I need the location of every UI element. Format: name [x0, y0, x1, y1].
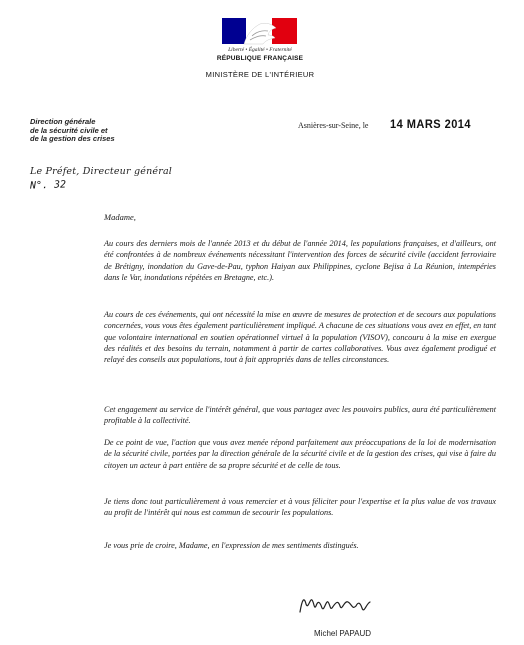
flag-red-band — [272, 18, 297, 44]
sender-line-3: de la gestion des crises — [30, 134, 115, 143]
republic-name: RÉPUBLIQUE FRANÇAISE — [216, 55, 304, 62]
ministry-name: MINISTÈRE DE L'INTÉRIEUR — [205, 70, 315, 79]
reference-number: N°. 32 — [29, 179, 67, 192]
sender-line-1: Direction générale — [30, 117, 96, 126]
sender-line-2: de la sécurité civile et — [30, 125, 108, 135]
handwritten-signature — [296, 590, 376, 618]
paragraph-3: Cet engagement au service de l'intérêt général, que vous partagez avec les pouvoirs publics, aura été particulièrement profitable à la collectivité. — [104, 405, 496, 426]
paragraph-1: Au cours des derniers mois de l'année 2013 et du début de l'année 2014, les populations françaises, et d'ailleurs, ont été confrontées à de nombreux événements nécessitant l'intervention des forces de sécurité civile (accident ferroviaire de Brétigny, inondation du Gave-de-Pau, typhon Haiyan aux Philippines, cyclone Bejisa à La Réunion, intempéries dans le Var, inondations répétées en Bretagne, etc.). — [104, 239, 496, 282]
salutation: Madame, — [104, 212, 136, 222]
paragraph-4: De ce point de vue, l'action que vous avez menée répond parfaitement aux préoccupations de la loi de modernisation de la sécurité civile, portées par la direction générale de la sécurité civile et de la gestion des crises, qui vise à faire du citoyen un acteur à part entière de sa propre sécurité et de celle de tous. — [104, 438, 496, 470]
date-stamp: 14 MARS 2014 — [390, 117, 472, 131]
date-place: Asnières-sur-Seine, le — [298, 121, 369, 130]
paragraph-5: Je tiens donc tout particulièrement à vous remercier et à vous féliciter pour l'expertise et la plus value de vos travaux au profit de l'intérêt qui nous est commun de secourir les populations. — [104, 497, 496, 518]
sender-department — [30, 118, 160, 144]
author-title: Le Préfet, Directeur général — [30, 166, 173, 177]
republic-motto: Liberté • Égalité • Fraternité — [228, 47, 292, 53]
flag-blue-band — [222, 18, 246, 44]
signer-name: Michel PAPAUD — [314, 629, 372, 638]
paragraph-2: Au cours de ces événements, qui ont nécessité la mise en œuvre de mesures de protection et de secours aux populations concernées, vous vous êtes également particulièrement impliqué. A chacune de ces situations vous avez en effet, en tant que volontaire international en soutien opérationnel virtuel à la population (VISOV), concouru à la mise en exergue des réalités et des besoins du terrain, notamment à partir de cartes collaboratives. Vous avez également prodigué et relayé des conseils aux populations, tout à fait appropriés dans de telles circonstances. — [104, 310, 496, 365]
closing-formula: Je vous prie de croire, Madame, en l'expression de mes sentiments distingués. — [104, 541, 359, 550]
